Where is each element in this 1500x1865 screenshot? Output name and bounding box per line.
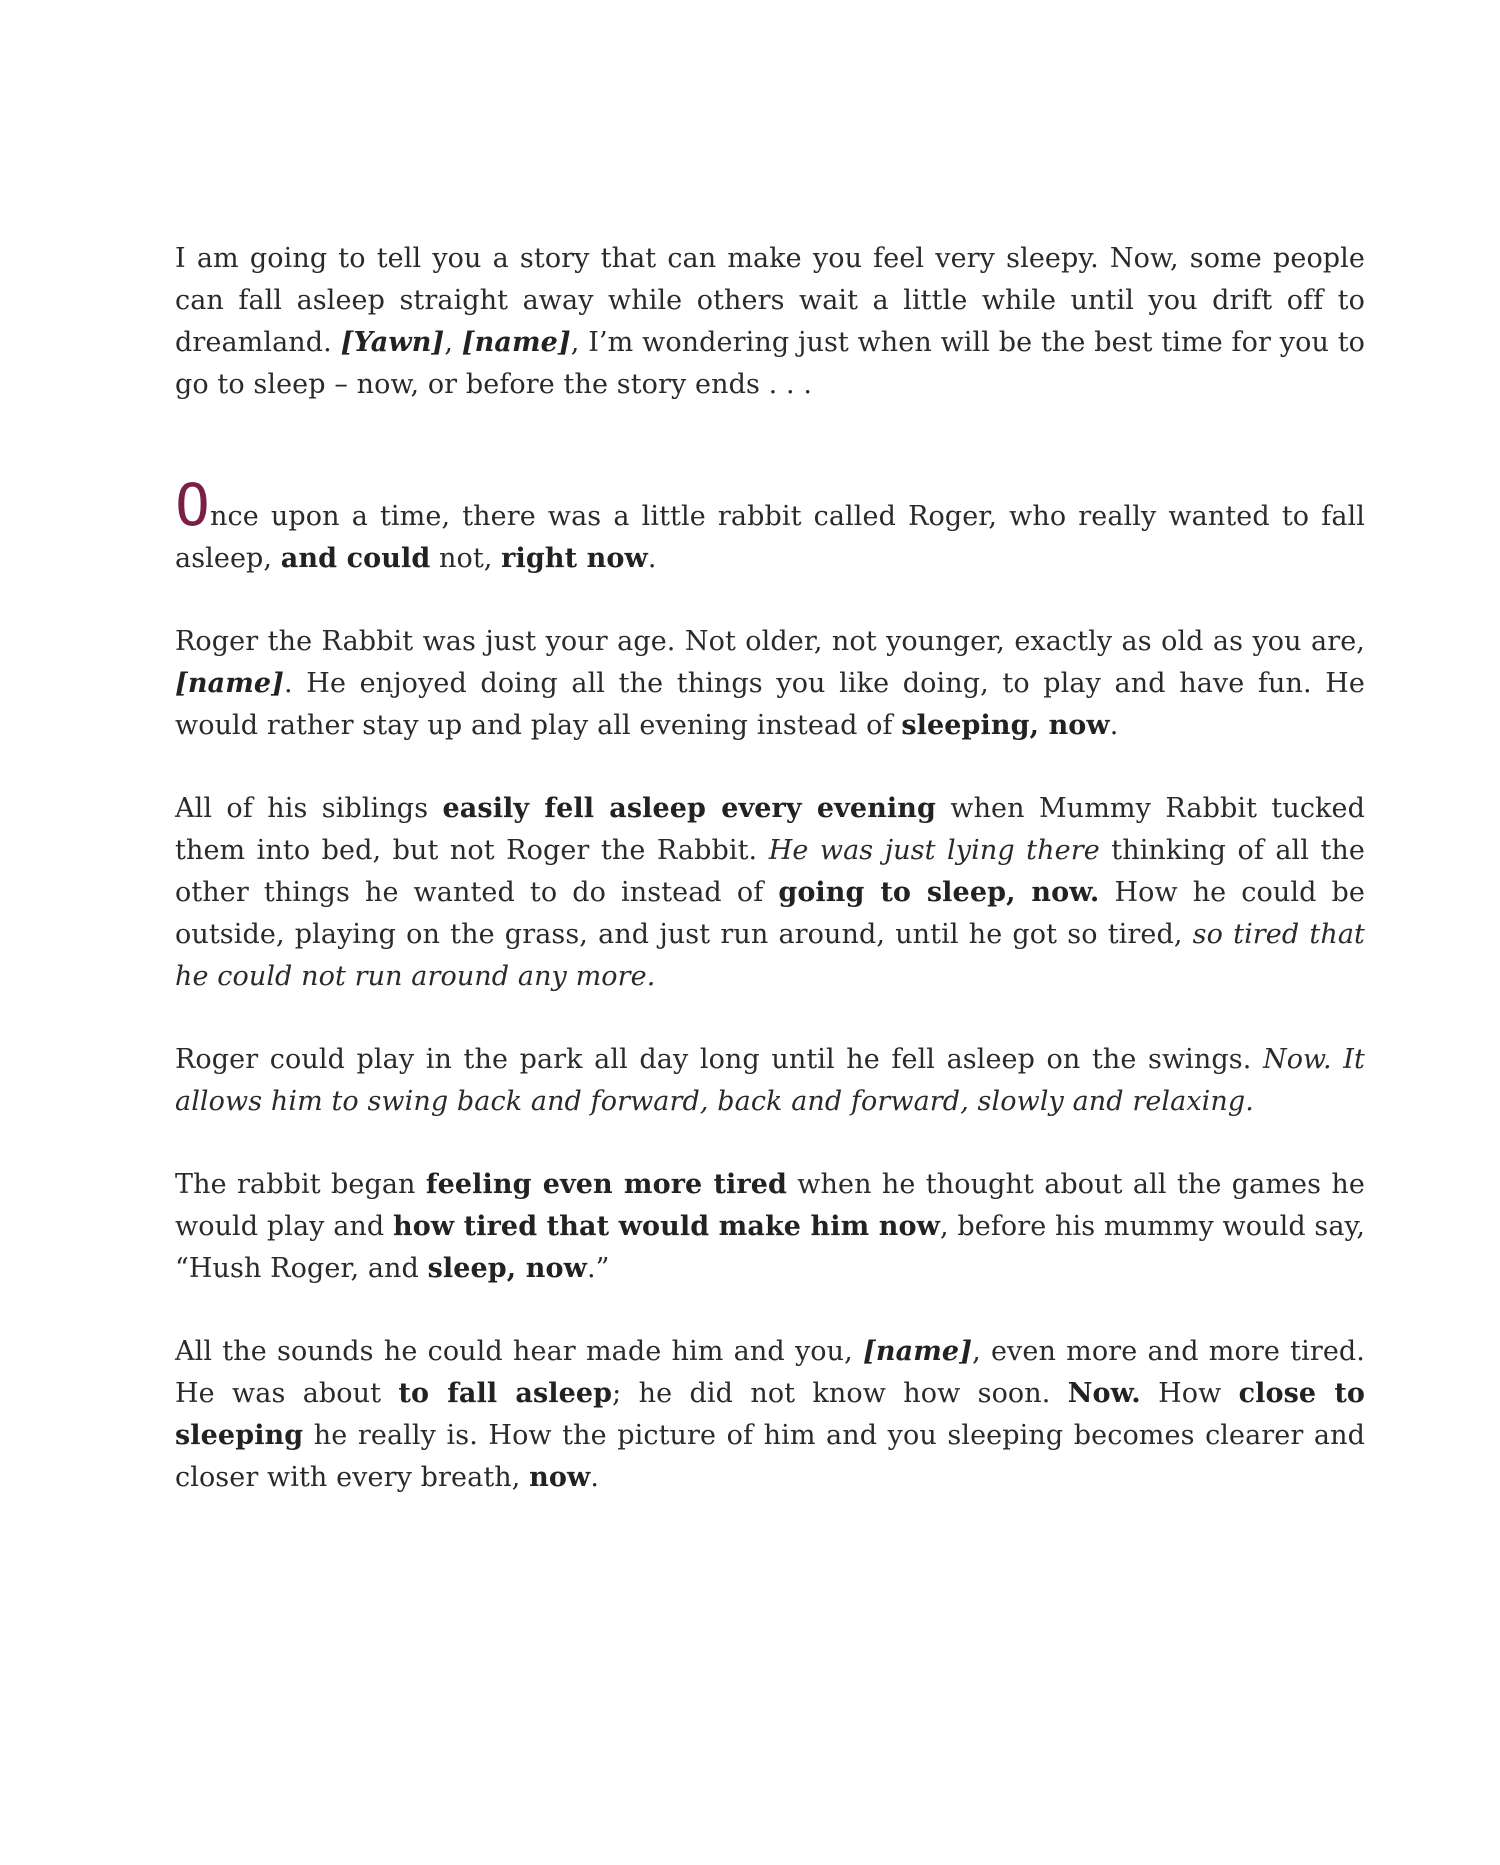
text-run: . He enjoyed doing all the things you like doing, to play and have fun. He would rather stay up and play all evening instead of [175, 668, 1365, 741]
text-run: .” [586, 1253, 610, 1284]
bold-text: how tired that would make him now [392, 1211, 940, 1242]
italic-text: He was just lying there [768, 835, 1100, 866]
bold-text: easily fell asleep every evening [442, 793, 936, 824]
text-run: when he thought about all the games he would play and [175, 1169, 1365, 1242]
text-run: . [647, 543, 657, 574]
bold-text: sleeping, now [901, 710, 1110, 741]
bold-text: right now [501, 543, 648, 574]
paragraph-intro [175, 238, 1365, 406]
paragraph-sounds [175, 1331, 1365, 1499]
text-run: thinking of all the other things he wanted to do instead of [175, 835, 1365, 908]
bold-italic-text: [name] [461, 327, 571, 358]
paragraph-park [175, 1039, 1365, 1123]
text-run: The rabbit began [175, 1169, 426, 1200]
bold-italic-text: [Yawn] [340, 327, 445, 358]
text-run: nce upon a time, there was a little rabbit called Roger, who really wanted to fall asleep, [175, 501, 1365, 574]
bold-italic-text: [name] [863, 1336, 973, 1367]
bold-italic-text: [name] [175, 668, 285, 699]
text-run: All of his siblings [175, 793, 443, 824]
italic-text: so tired that he could not run around any more. [175, 919, 1365, 992]
bold-text: Now. [1067, 1378, 1141, 1409]
text-run: All the sounds he could hear made him and you, [175, 1336, 864, 1367]
italic-text: Now. It allows him to swing back and forward, back and forward, slowly and relaxing. [175, 1044, 1365, 1117]
paragraph-games [175, 1164, 1365, 1290]
text-run: I am going to tell you a story that can make you feel very sleepy. Now, some people can fall asleep straight away while others wait a little while until you drift off to dreamland. [175, 243, 1365, 358]
bold-text: now [529, 1462, 591, 1493]
text-run: Roger the Rabbit was just your age. Not older, not younger, exactly as old as you are, [175, 626, 1365, 657]
text-run: Roger could play in the park all day long until he fell asleep on the swings. [175, 1044, 1263, 1075]
text-run: , before his mummy would say, “Hush Roger, and [175, 1211, 1366, 1284]
bold-text: and could [280, 543, 431, 574]
paragraph-roger-age [175, 621, 1365, 747]
bold-text: going to sleep, now. [778, 877, 1100, 908]
text-run: , even more and more tired. He was about [175, 1336, 1365, 1409]
text-run: he really is. How the picture of him and you sleeping becomes clearer and closer with every breath, [175, 1420, 1365, 1493]
text-run: How he could be outside, playing on the grass, and just run around, until he got so tired, [175, 877, 1365, 950]
text-run: , [444, 327, 462, 358]
text-run: when Mummy Rabbit tucked them into bed, but not Roger the Rabbit. [175, 793, 1365, 866]
text-run: , I’m wondering just when will be the best time for you to go to sleep – now, or before the story ends . . . [175, 327, 1365, 400]
bold-text: to fall asleep [398, 1378, 613, 1409]
story-text [175, 238, 1365, 1540]
bold-text: sleep, now [427, 1253, 587, 1284]
bold-text: close to sleeping [175, 1378, 1365, 1451]
text-run: . [1109, 710, 1119, 741]
paragraph-siblings [175, 788, 1365, 998]
text-run: How [1140, 1378, 1239, 1409]
text-run: . [590, 1462, 600, 1493]
text-run: not, [430, 543, 502, 574]
paragraph-once-upon [175, 471, 1365, 580]
drop-cap-letter: O [175, 471, 211, 539]
bold-text: feeling even more tired [425, 1169, 787, 1200]
text-run: ; he did not know how soon. [612, 1378, 1068, 1409]
